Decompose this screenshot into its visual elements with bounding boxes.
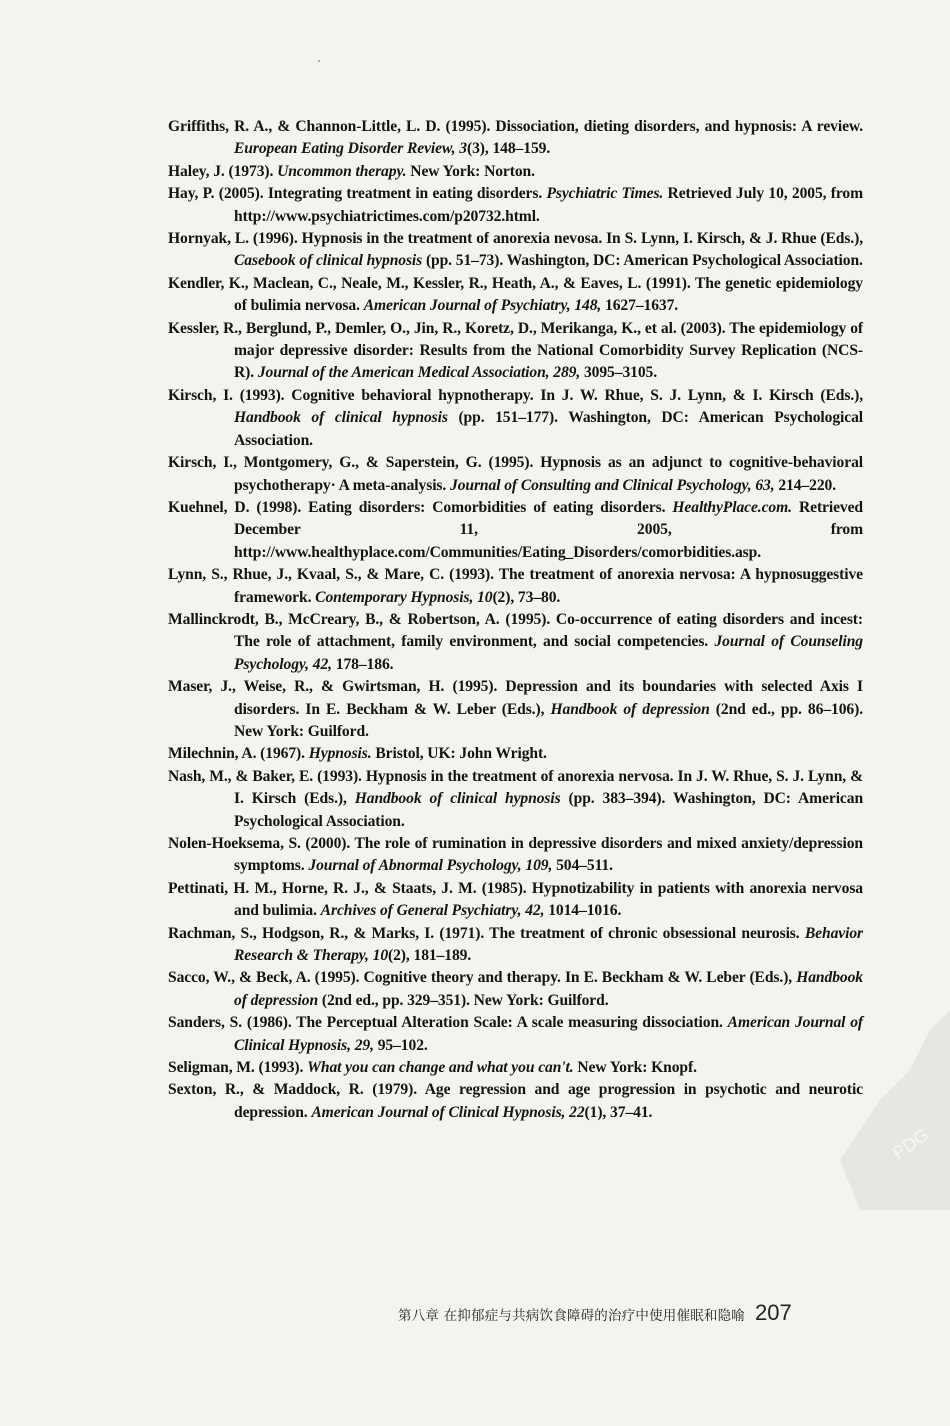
- reference-entry: Maser, J., Weise, R., & Gwirtsman, H. (1995). Depression and its boundaries with selected Axis I disorders. In E. Beckham & W. Leber (Eds.), Handbook of depression (2nd ed., pp. 86–106). New York: Guilford.: [168, 678, 863, 740]
- reference-list: [168, 116, 863, 1124]
- reference-entry: Griffiths, R. A., & Channon-Little, L. D. (1995). Dissociation, dieting disorders, and hypnosis: A review. European Eating Disorder Review, 3(3), 148–159.: [168, 118, 863, 158]
- reference-entry: Haley, J. (1973). Uncommon therapy. New York: Norton.: [168, 162, 535, 180]
- reference-entry: Kendler, K., Maclean, C., Neale, M., Kessler, R., Heath, A., & Eaves, L. (1991). The genetic epidemiology of bulimia nervosa. American Journal of Psychiatry, 148, 1627–1637.: [168, 274, 863, 315]
- running-chapter-title: 第八章 在抑郁症与共病饮食障碍的治疗中使用催眠和隐喻: [398, 1308, 745, 1324]
- reference-entry: Mallinckrodt, B., McCreary, B., & Robertson, A. (1995). Co-occurrence of eating disorders and incest: The role of attachment, family environment, and social competencies. Journal of Counseling Psychology, 42, 178–186.: [168, 610, 863, 673]
- reference-entry: Rachman, S., Hodgson, R., & Marks, I. (1971). The treatment of chronic obsessional neurosis. Behavior Research & Therapy, 10(2), 181–189.: [168, 924, 863, 965]
- scan-speck: [318, 60, 320, 62]
- reference-entry: Milechnin, A. (1967). Hypnosis. Bristol, UK: John Wright.: [168, 745, 547, 763]
- reference-entry: Hay, P. (2005). Integrating treatment in eating disorders. Psychiatric Times. Retrieved July 10, 2005, from http://www.psychiatrictimes.com/p20732.html.: [168, 185, 863, 225]
- reference-entry: Kuehnel, D. (1998). Eating disorders: Comorbidities of eating disorders. HealthyPlace.com. Retrieved December 11, 2005, from http://www.healthyplace.com/Communities/Eating_Disorders/comorbidities.asp.: [168, 498, 864, 561]
- reference-entry: Kessler, R., Berglund, P., Demler, O., Jin, R., Koretz, D., Merikanga, K., et al. (2003). The epidemiology of major depressive disorder: Results from the National Comorbidity Survey Replication (NCS-R). Journal of the American Medical Association, 289, 3095–3105.: [168, 319, 863, 382]
- watermark-text: PDG: [888, 1124, 933, 1164]
- reference-entry: Seligman, M. (1993). What you can change and what you can't. New York: Knopf.: [168, 1059, 697, 1077]
- watermark-shape: [840, 1010, 950, 1210]
- library-watermark: [820, 1010, 950, 1210]
- page-number: 207: [755, 1300, 792, 1325]
- reference-entry: Kirsch, I. (1993). Cognitive behavioral hypnotherapy. In J. W. Rhue, S. J. Lynn, & I. Kirsch (Eds.), Handbook of clinical hypnosis (pp. 151–177). Washington, DC: American Psychological Association.: [168, 386, 863, 449]
- page-footer: [398, 1300, 878, 1326]
- reference-entry: Nash, M., & Baker, E. (1993). Hypnosis in the treatment of anorexia nervosa. In J. W. Rhue, S. J. Lynn, & I. Kirsch (Eds.), Handbook of clinical hypnosis (pp. 383–394). Washington, DC: American Psychological Association.: [168, 767, 864, 830]
- reference-entry: Lynn, S., Rhue, J., Kvaal, S., & Mare, C. (1993). The treatment of anorexia nervosa: A hypnosuggestive framework. Contemporary Hypnosis, 10(2), 73–80.: [168, 566, 863, 606]
- reference-entry: Sexton, R., & Maddock, R. (1979). Age regression and age progression in psychotic and neurotic depression. American Journal of Clinical Hypnosis, 22(1), 37–41.: [168, 1081, 863, 1121]
- reference-entry: Sanders, S. (1986). The Perceptual Alteration Scale: A scale measuring dissociation. American Journal of Clinical Hypnosis, 29, 95–102.: [168, 1014, 863, 1054]
- reference-entry: Sacco, W., & Beck, A. (1995). Cognitive theory and therapy. In E. Beckham & W. Leber (Eds.), Handbook of depression (2nd ed., pp. 329–351). New York: Guilford.: [168, 969, 863, 1009]
- reference-entry: Pettinati, H. M., Horne, R. J., & Staats, J. M. (1985). Hypnotizability in patients with anorexia nervosa and bulimia. Archives of General Psychiatry, 42, 1014–1016.: [168, 879, 863, 920]
- reference-entry: Kirsch, I., Montgomery, G., & Saperstein, G. (1995). Hypnosis as an adjunct to cognitive-behavioral psychotherapy· A meta-analysis. Journal of Consulting and Clinical Psychology, 63, 214–220.: [168, 454, 863, 494]
- reference-entry: Nolen-Hoeksema, S. (2000). The role of rumination in depressive disorders and mixed anxiety/depression symptoms. Journal of Abnormal Psychology, 109, 504–511.: [168, 835, 863, 875]
- reference-entry: Hornyak, L. (1996). Hypnosis in the treatment of anorexia nevosa. In S. Lynn, I. Kirsch, & J. Rhue (Eds.), Casebook of clinical hypnosis (pp. 51–73). Washington, DC: American Psychological Association.: [168, 230, 863, 270]
